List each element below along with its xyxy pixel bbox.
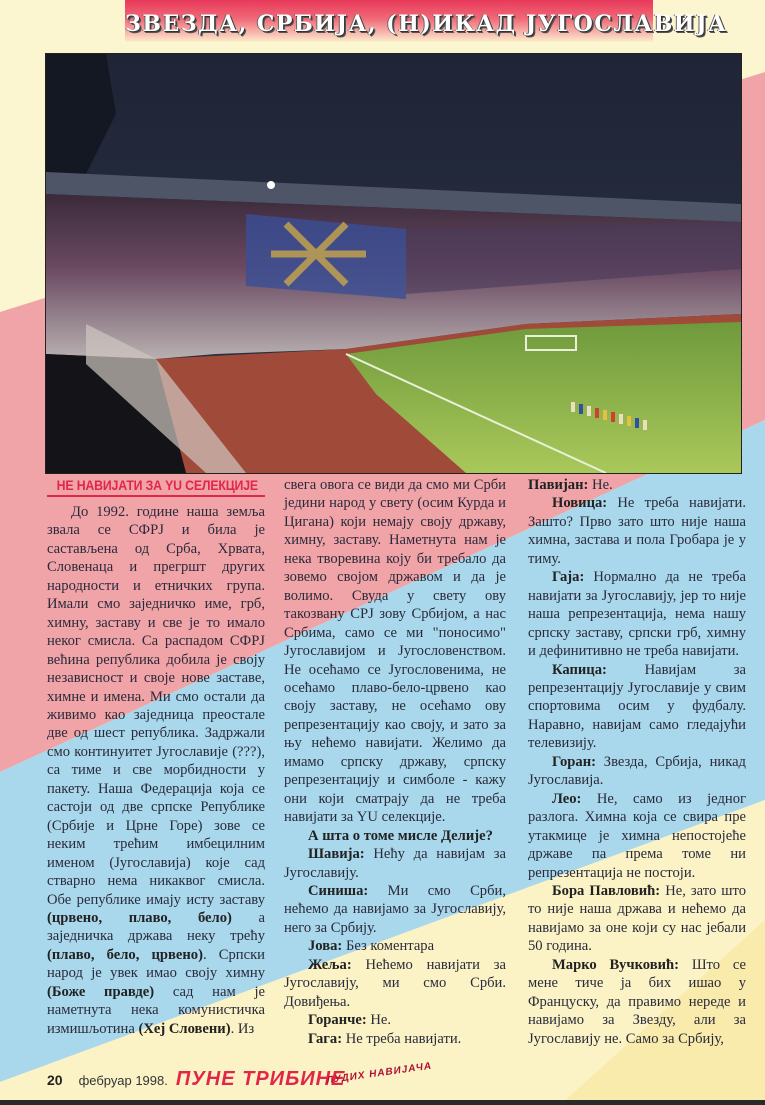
answer-paragraph bbox=[528, 790, 746, 882]
respondent-answer: Звезда, Србија, никад Југославија. bbox=[528, 753, 746, 789]
intro-text: сад нам је наметнута нека комунистичка измишљотина bbox=[47, 983, 265, 1037]
article-column-1 bbox=[47, 503, 265, 1038]
respondent-name: Лео: bbox=[552, 790, 582, 807]
article-intro-paragraph bbox=[284, 476, 506, 827]
bold-anthem: (Боже правде) bbox=[47, 983, 155, 1000]
respondent-answer: Нећемо навијати за Југославију, ми смо Срби. Довиђења. bbox=[284, 956, 506, 1010]
article-column-3 bbox=[528, 476, 746, 1048]
intro-text: До 1992. године наша земља звала се СФРЈ и била је састављена од Срба, Хрвата, Словенаца и прегршт других народности и етничких група. Имали смо заједничко име, грб, химну, заставу и све је то имало неког смисла. Са распадом СФРЈ већина република добила је своју независност и своје нове заставе, химне и имена. Ми смо остали да живимо као заједница преостале две од шест република. Задржали смо континуитет Југославије (???), са тиме и све морбидности у пакету. Наша Федерација која се састоји од две српске Републике (Србије и Црне Горе) зове се неким трећим имбецилним именом (Југославија) које сад стварно нема никаквог смисла. Обе републике имају исту заставу bbox=[47, 504, 265, 908]
respondent-answer: Не треба навијати. bbox=[345, 1030, 462, 1047]
answer-paragraph bbox=[528, 568, 746, 660]
intro-text: а заједничка држава неку трећу bbox=[47, 909, 265, 945]
respondent-answer: Не. bbox=[370, 1012, 392, 1029]
respondent-name: Марко Вучковић: bbox=[552, 956, 679, 973]
respondent-answer: Без коментара bbox=[345, 938, 435, 955]
answer-paragraph bbox=[528, 753, 746, 790]
answer-paragraph bbox=[528, 476, 746, 494]
bold-anthem: (Хеј Словени) bbox=[138, 1020, 231, 1037]
answer-paragraph bbox=[284, 845, 506, 882]
respondent-name: Јова: bbox=[308, 938, 343, 955]
title-banner bbox=[125, 0, 728, 42]
respondent-answer: Не треба навијати. Зашто? Прво зато што није наша химна, застава и пола Гробара је у тиму. bbox=[528, 495, 746, 567]
answer-paragraph bbox=[528, 956, 746, 1048]
answer-paragraph bbox=[284, 1011, 506, 1029]
bold-flag-colors: (плаво, бело, црвено) bbox=[47, 946, 203, 963]
page-footer bbox=[47, 1060, 433, 1091]
article-question bbox=[284, 827, 506, 845]
intro-text: свега овога се види да смо ми Срби једини народ у свету (осим Курда и Цигана) који немају своју државу, химну, заставу. Наметнута нам је нека творевина коју би требало да зовемо својом државом и да је волимо. Свуда у свету ову такозвану СРЈ зову Србијом, а нас Србима, само се ми "поносимо" Југославијом и Југословенством. Не осећамо се Југословенима, не осећамо плаво-бело-црвено као своју заставу, не осећамо ову репрезентацију као своју, и зато за њу нећемо навијати. Желимо да имамо српску државу, српску репрезентацију и симболе - кажу они који сматрају да не треба навијати за YU селекције. bbox=[284, 477, 506, 826]
answer-paragraph bbox=[284, 937, 506, 955]
section-heading bbox=[47, 477, 265, 497]
respondent-name: Гаја: bbox=[552, 569, 585, 586]
question-text: А шта о томе мисле Делије? bbox=[308, 827, 493, 844]
respondent-name: Гага: bbox=[308, 1030, 343, 1047]
respondent-name: Горанче: bbox=[308, 1012, 367, 1029]
answer-paragraph bbox=[284, 882, 506, 937]
page-title: ЗВЕЗДА, СРБИЈА, (Н)ИКАД ЈУГОСЛАВИЈА bbox=[125, 11, 728, 37]
respondent-answer: Не. bbox=[592, 477, 613, 493]
article-column-2 bbox=[284, 476, 506, 1048]
bold-flag-colors: (црвено, плаво, бело) bbox=[47, 909, 232, 926]
respondent-name: Жеља: bbox=[308, 956, 352, 973]
section-heading-underline bbox=[47, 495, 265, 497]
respondent-name: Горан: bbox=[552, 753, 596, 770]
floodlight bbox=[267, 181, 275, 189]
respondent-answer: Не, само из једног разлога. Химна која се свира пре утакмице је химна непостојеће државе па према томе ни репрезентација не постоји. bbox=[528, 790, 746, 881]
respondent-answer: Што се мене тиче ја бих ишао у Француску, да правимо нереде и навијамо за Звезду, али за Југославију не. Само за Србију, bbox=[528, 956, 746, 1047]
respondent-answer: Нормално да не треба навијати за Југославију, јер то није наша репрезентација, нема нашу српску заставу, српски грб, химну и дефинитивно не треба навијати. bbox=[528, 569, 746, 660]
answer-paragraph bbox=[528, 494, 746, 568]
stadium-illustration bbox=[46, 54, 741, 473]
respondent-answer: Ми смо Срби, нећемо да навијамо за Југославију, него за Србију. bbox=[284, 882, 506, 936]
section-heading-text: НЕ НАВИЈАТИ ЗА YU СЕЛЕКЦИЈЕ bbox=[56, 477, 258, 493]
page-number: 20 bbox=[47, 1072, 63, 1088]
page-bottom-edge bbox=[0, 1100, 765, 1105]
article-intro-paragraph bbox=[47, 503, 265, 1038]
stadium-photo bbox=[45, 53, 742, 474]
respondent-name: Синиша: bbox=[308, 882, 369, 899]
answer-paragraph bbox=[284, 1030, 506, 1048]
magazine-logo-text: ПУНЕ ТРИБИНЕ bbox=[175, 1068, 346, 1090]
respondent-name: Новица: bbox=[552, 495, 608, 512]
respondent-answer: Нећу да навијам за Југославију. bbox=[284, 846, 506, 881]
respondent-name: Бора Павловић: bbox=[552, 882, 661, 899]
respondent-name: Капица: bbox=[552, 661, 607, 678]
respondent-name: Шавија: bbox=[308, 846, 365, 863]
answer-paragraph bbox=[528, 882, 746, 956]
respondent-answer: Не, зато што то није наша држава и нећемо да навијамо за оне који су нас јебали 50 година. bbox=[528, 882, 747, 955]
respondent-name: Павијан: bbox=[528, 477, 589, 493]
answer-paragraph bbox=[528, 661, 746, 753]
magazine-logo-subtext: ЛУДИХ НАВИЈАЧА bbox=[325, 1060, 433, 1087]
magazine-logo bbox=[175, 1060, 433, 1091]
intro-text: . Српски народ је увек имао своју химну bbox=[47, 946, 265, 982]
answer-paragraph bbox=[284, 956, 506, 1011]
issue-date: фебруар 1998. bbox=[78, 1073, 168, 1088]
intro-text: . Из bbox=[230, 1020, 255, 1037]
respondent-answer: Навијам за репрезентацију Југославије у свим спортовима осим у фудбалу. Наравно, навијам само гледајући телевизију. bbox=[528, 661, 746, 752]
